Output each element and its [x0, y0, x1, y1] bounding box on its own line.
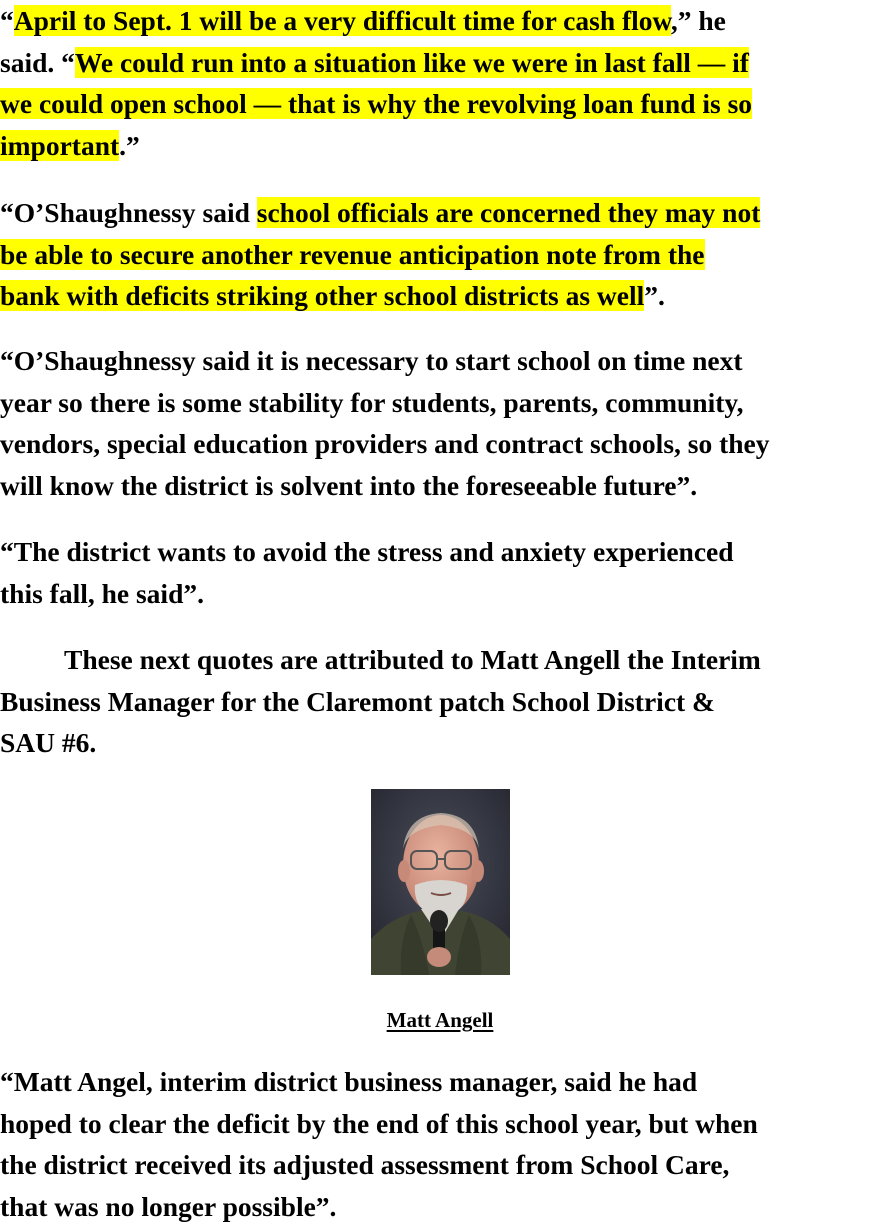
- text-line: [0, 42, 880, 84]
- photo-caption: Matt Angell: [0, 1006, 880, 1034]
- text-line: [0, 1103, 880, 1145]
- highlighted-text: school officials are concerned they may not: [257, 197, 761, 228]
- text-line: [0, 681, 880, 723]
- text-line: [0, 0, 880, 42]
- paragraph-avoid-stress-quote: [0, 531, 880, 614]
- matt-angell-photo: [371, 789, 510, 975]
- paragraph-start-on-time-quote: [0, 340, 880, 506]
- text-run: “O’Shaughnessy said: [0, 197, 257, 228]
- paragraph-deficit-quote: [0, 1061, 880, 1227]
- text-run: ”.: [644, 280, 665, 311]
- portrait-image: [371, 789, 510, 975]
- text-line: [0, 1186, 880, 1227]
- text-line: [0, 192, 880, 234]
- text-run: said. “: [0, 47, 75, 78]
- text-run: year so there is some stability for students, parents, community,: [0, 387, 744, 418]
- text-line: [0, 125, 880, 167]
- highlighted-text: be able to secure another revenue anticipation note from the: [0, 239, 705, 270]
- paragraph-attribution-intro: [0, 639, 880, 764]
- text-line: [0, 382, 880, 424]
- text-line: [0, 1061, 880, 1103]
- text-line: [0, 639, 880, 681]
- text-run: that was no longer possible”.: [0, 1191, 336, 1222]
- text-line: [0, 83, 880, 125]
- highlighted-text: we could open school — that is why the revolving loan fund is so: [0, 88, 752, 119]
- text-line: [0, 1144, 880, 1186]
- text-line: [0, 531, 880, 573]
- text-run: the district received its adjusted assessment from School Care,: [0, 1149, 729, 1180]
- text-line: [0, 573, 880, 615]
- text-run: Business Manager for the Claremont patch School District &: [0, 686, 715, 717]
- paragraph-revenue-note-quote: [0, 192, 880, 317]
- text-run: “The district wants to avoid the stress and anxiety experienced: [0, 536, 734, 567]
- text-run: “O’Shaughnessy said it is necessary to start school on time next: [0, 345, 743, 376]
- text-run: will know the district is solvent into the foreseeable future”.: [0, 470, 697, 501]
- text-line: [0, 234, 880, 276]
- text-run: These next quotes are attributed to Matt Angell the Interim: [64, 644, 761, 675]
- highlighted-text: bank with deficits striking other school districts as well: [0, 280, 644, 311]
- text-run: .”: [119, 130, 140, 161]
- highlighted-text: We could run into a situation like we were in last fall — if: [75, 47, 749, 78]
- text-run: ,” he: [671, 5, 726, 36]
- paragraph-cash-flow-quote: [0, 0, 880, 166]
- text-run: vendors, special education providers and contract schools, so they: [0, 428, 770, 459]
- text-line: [0, 340, 880, 382]
- text-line: [0, 275, 880, 317]
- text-run: SAU #6.: [0, 727, 96, 758]
- text-run: “: [0, 5, 14, 36]
- text-line: [0, 423, 880, 465]
- text-run: this fall, he said”.: [0, 578, 204, 609]
- text-run: “Matt Angel, interim district business manager, said he had: [0, 1066, 697, 1097]
- highlighted-text: important: [0, 130, 119, 161]
- text-line: [0, 722, 880, 764]
- text-line: [0, 465, 880, 507]
- highlighted-text: April to Sept. 1 will be a very difficult time for cash flow: [14, 5, 671, 36]
- text-run: hoped to clear the deficit by the end of this school year, but when: [0, 1108, 758, 1139]
